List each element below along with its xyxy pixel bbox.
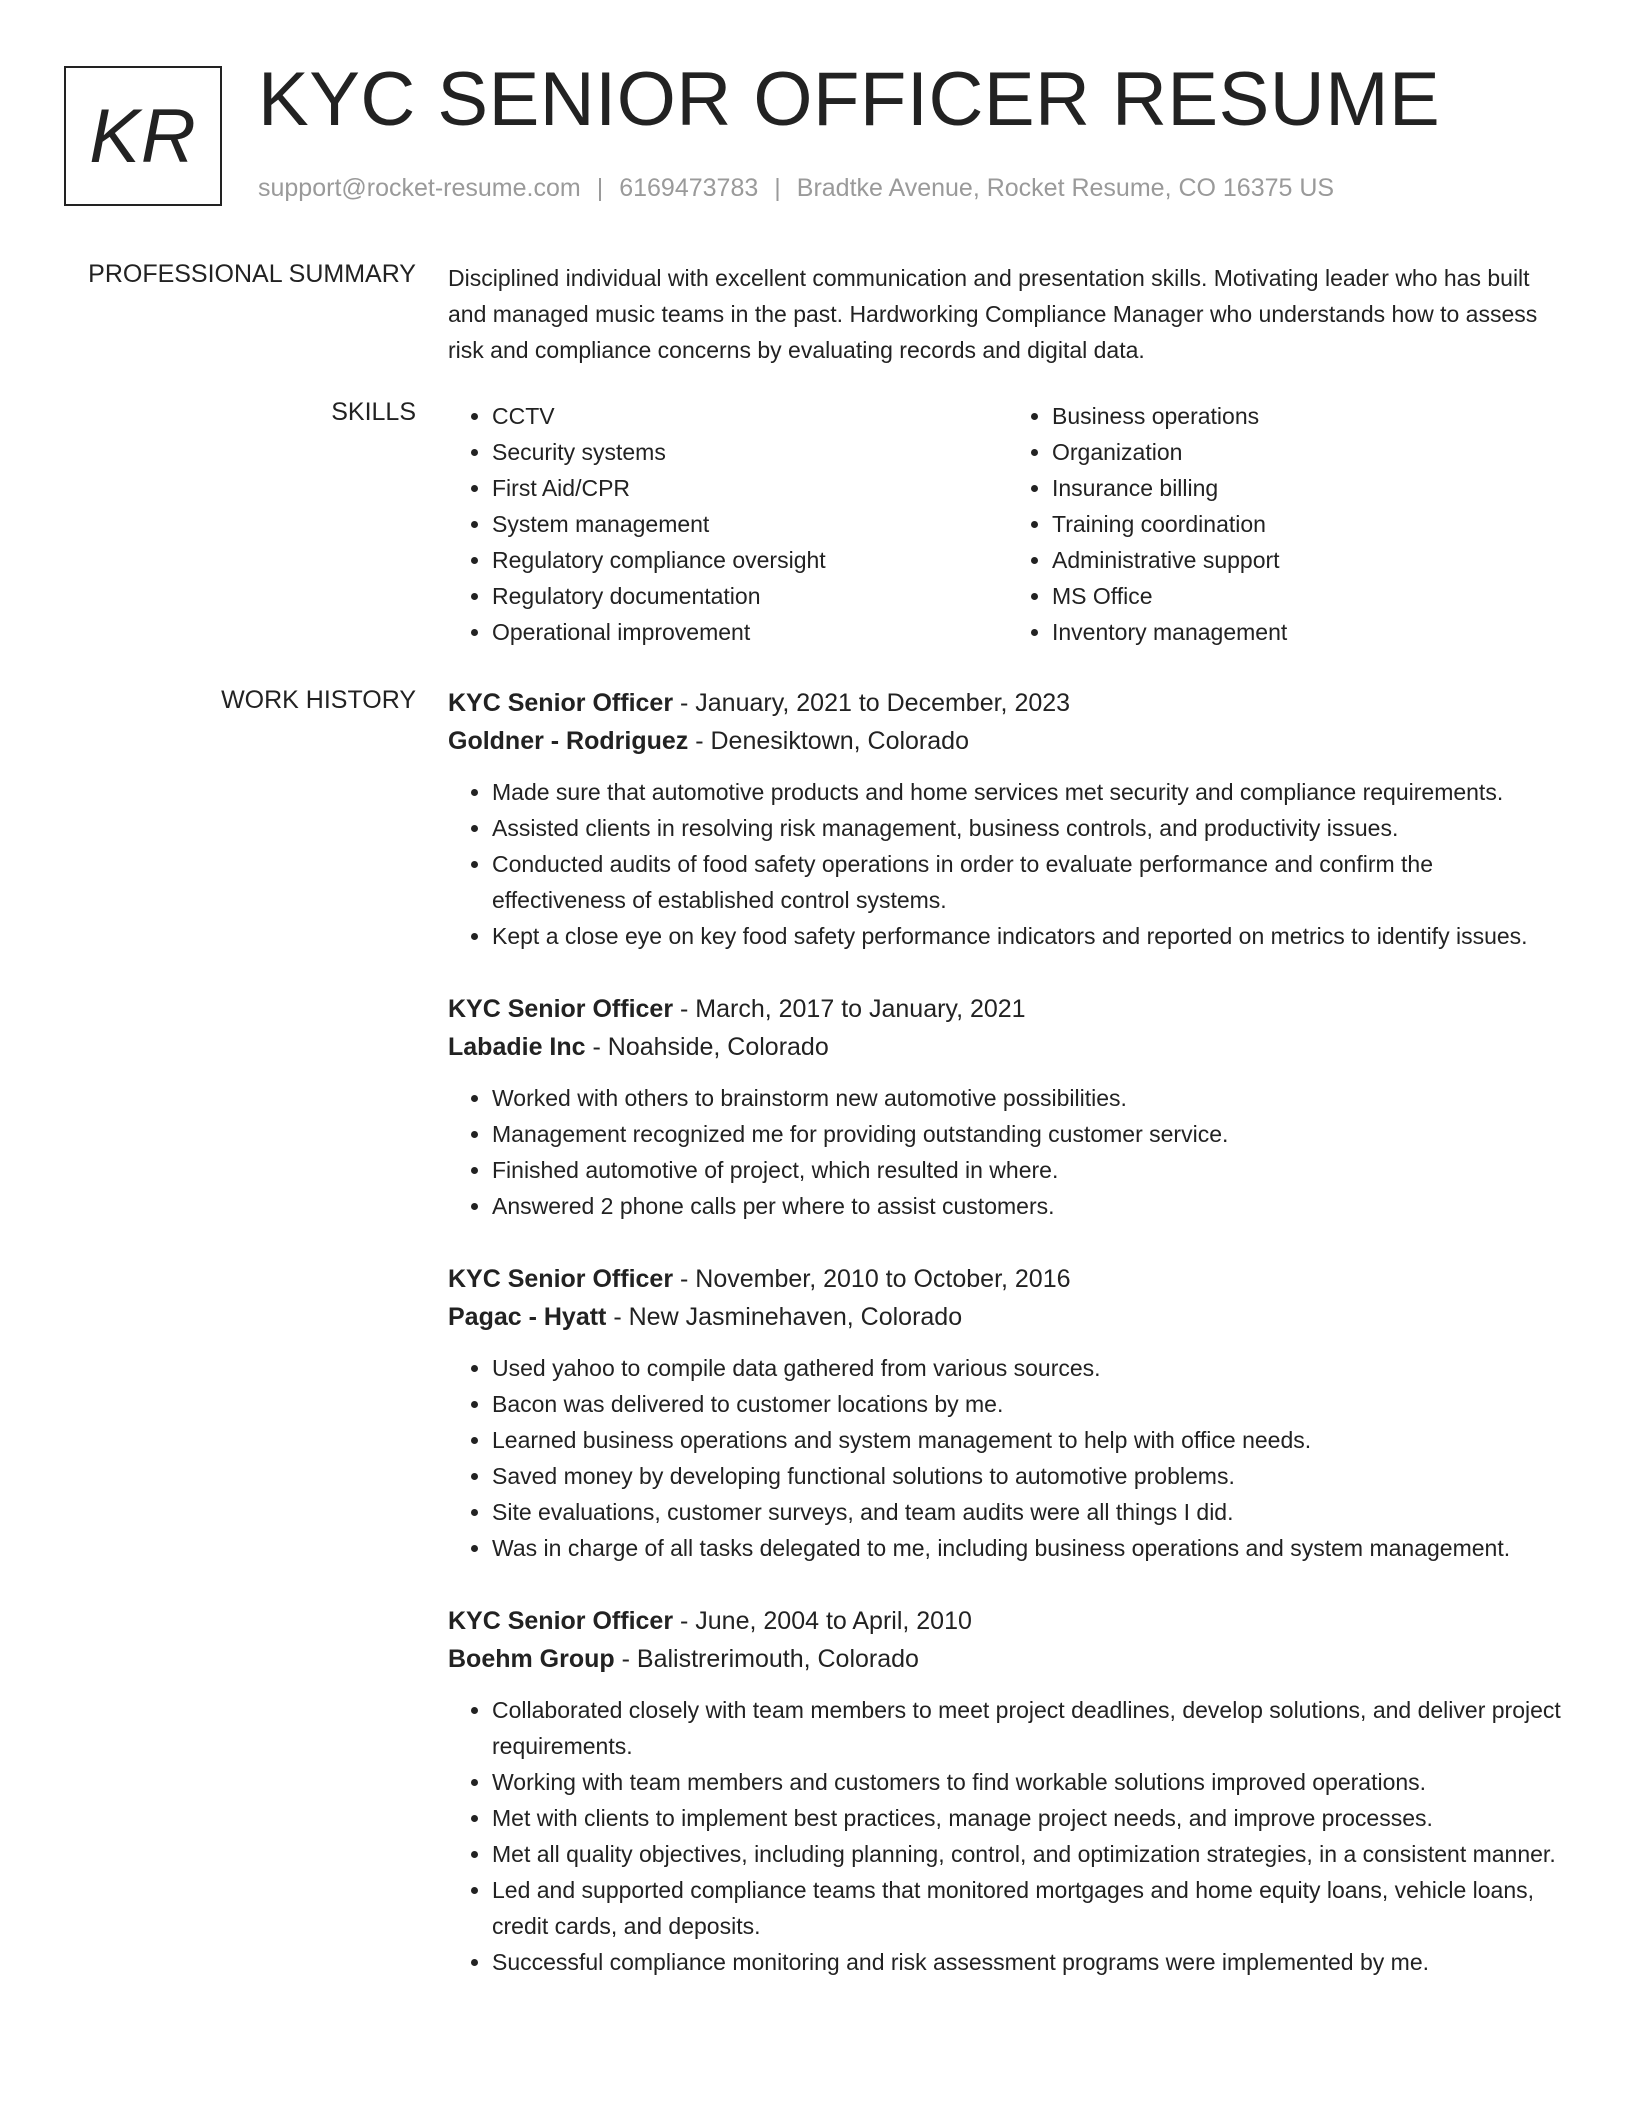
job-title: KYC Senior Officer bbox=[448, 689, 674, 717]
job-title: KYC Senior Officer bbox=[448, 1607, 674, 1635]
contact-separator: | bbox=[774, 174, 781, 202]
job-bullet: • Made sure that automotive products and home services met security and compliance requirements. bbox=[492, 774, 1568, 810]
job-bullet: • Collaborated closely with team members to meet project deadlines, develop solutions, and deliver project requirements. bbox=[492, 1692, 1568, 1764]
skills-list-left bbox=[448, 398, 1008, 650]
job-location: - Noahside, Colorado bbox=[585, 1033, 829, 1061]
job-company-line bbox=[448, 1640, 1568, 1678]
skill-item: • CCTV bbox=[492, 398, 1008, 434]
job-title-line bbox=[448, 990, 1568, 1028]
job-title-line bbox=[448, 684, 1568, 722]
job-bullet: • Used yahoo to compile data gathered from various sources. bbox=[492, 1350, 1568, 1386]
skill-item: • System management bbox=[492, 506, 1008, 542]
job-bullet: • Finished automotive of project, which resulted in where. bbox=[492, 1152, 1568, 1188]
contact-email: support@rocket-resume.com bbox=[258, 174, 581, 202]
job-entry bbox=[448, 1260, 1568, 1566]
skill-item: • Business operations bbox=[1052, 398, 1568, 434]
job-bullet: • Was in charge of all tasks delegated to me, including business operations and system management. bbox=[492, 1530, 1568, 1566]
job-dates: - June, 2004 to April, 2010 bbox=[673, 1607, 972, 1635]
contact-line bbox=[258, 174, 1334, 203]
job-dates: - March, 2017 to January, 2021 bbox=[673, 995, 1026, 1023]
job-dates: - November, 2010 to October, 2016 bbox=[673, 1265, 1071, 1293]
job-company: Labadie Inc bbox=[448, 1033, 586, 1061]
summary-label: PROFESSIONAL SUMMARY bbox=[88, 260, 416, 288]
skill-item: • Operational improvement bbox=[492, 614, 1008, 650]
skill-item: • Security systems bbox=[492, 434, 1008, 470]
job-bullet: • Bacon was delivered to customer locations by me. bbox=[492, 1386, 1568, 1422]
skill-item: • Inventory management bbox=[1052, 614, 1568, 650]
job-bullet: • Assisted clients in resolving risk management, business controls, and productivity issues. bbox=[492, 810, 1568, 846]
work-history-label: WORK HISTORY bbox=[221, 686, 416, 714]
skills-label: SKILLS bbox=[331, 398, 416, 426]
job-entry bbox=[448, 1602, 1568, 1980]
job-location: - New Jasminehaven, Colorado bbox=[606, 1303, 963, 1331]
contact-address: Bradtke Avenue, Rocket Resume, CO 16375 US bbox=[796, 174, 1335, 202]
skill-item: • Organization bbox=[1052, 434, 1568, 470]
job-bullet: • Learned business operations and system management to help with office needs. bbox=[492, 1422, 1568, 1458]
skill-item: • Regulatory compliance oversight bbox=[492, 542, 1008, 578]
job-bullet: • Led and supported compliance teams that monitored mortgages and home equity loans, vehicle loans, credit cards, and deposits. bbox=[492, 1872, 1568, 1944]
job-bullet: • Site evaluations, customer surveys, and team audits were all things I did. bbox=[492, 1494, 1568, 1530]
job-dates: - January, 2021 to December, 2023 bbox=[673, 689, 1071, 717]
job-location: - Balistrerimouth, Colorado bbox=[614, 1645, 919, 1673]
skill-item: • MS Office bbox=[1052, 578, 1568, 614]
resume-title: KYC SENIOR OFFICER RESUME bbox=[258, 57, 1441, 142]
job-company-line bbox=[448, 1028, 1568, 1066]
contact-separator: | bbox=[596, 174, 604, 202]
contact-phone: 6169473783 bbox=[619, 174, 759, 202]
job-location: - Denesiktown, Colorado bbox=[688, 727, 969, 755]
job-title-line bbox=[448, 1602, 1568, 1640]
job-title: KYC Senior Officer bbox=[448, 995, 674, 1023]
job-bullets bbox=[448, 1692, 1568, 1980]
job-bullet: • Answered 2 phone calls per where to assist customers. bbox=[492, 1188, 1568, 1224]
work-history-list bbox=[448, 684, 1568, 2016]
job-bullet: • Successful compliance monitoring and risk assessment programs were implemented by me. bbox=[492, 1944, 1568, 1980]
skill-item: • Regulatory documentation bbox=[492, 578, 1008, 614]
job-bullets bbox=[448, 774, 1568, 954]
job-bullet: • Kept a close eye on key food safety performance indicators and reported on metrics to identify issues. bbox=[492, 918, 1568, 954]
job-entry bbox=[448, 990, 1568, 1224]
job-title: KYC Senior Officer bbox=[448, 1265, 674, 1293]
job-company: Boehm Group bbox=[448, 1645, 615, 1673]
job-bullet: • Met with clients to implement best practices, manage project needs, and improve processes. bbox=[492, 1800, 1568, 1836]
job-bullet: • Conducted audits of food safety operations in order to evaluate performance and confirm the effectiveness of established control systems. bbox=[492, 846, 1568, 918]
summary-text: Disciplined individual with excellent communication and presentation skills. Motivating leader who has built and managed music teams in the past. Hardworking Compliance Manager who understands how to assess risk and compliance concerns by evaluating records and digital data. bbox=[448, 265, 1538, 363]
skill-item: • Training coordination bbox=[1052, 506, 1568, 542]
initials-text: KR bbox=[89, 93, 197, 179]
skill-item: • First Aid/CPR bbox=[492, 470, 1008, 506]
job-bullet: • Met all quality objectives, including planning, control, and optimization strategies, in a consistent manner. bbox=[492, 1836, 1568, 1872]
job-bullet: • Saved money by developing functional solutions to automotive problems. bbox=[492, 1458, 1568, 1494]
skills-list-right bbox=[1008, 398, 1568, 650]
job-company: Pagac - Hyatt bbox=[448, 1303, 607, 1331]
skill-item: • Insurance billing bbox=[1052, 470, 1568, 506]
job-bullet: • Management recognized me for providing outstanding customer service. bbox=[492, 1116, 1568, 1152]
skill-item: • Administrative support bbox=[1052, 542, 1568, 578]
job-bullet: • Working with team members and customers to find workable solutions improved operations. bbox=[492, 1764, 1568, 1800]
initials-monogram bbox=[64, 66, 222, 206]
job-company-line bbox=[448, 722, 1568, 760]
job-bullets bbox=[448, 1080, 1568, 1224]
skills-columns bbox=[448, 398, 1568, 650]
job-entry bbox=[448, 684, 1568, 954]
job-company-line bbox=[448, 1298, 1568, 1336]
job-bullet: • Worked with others to brainstorm new automotive possibilities. bbox=[492, 1080, 1568, 1116]
job-title-line bbox=[448, 1260, 1568, 1298]
job-company: Goldner - Rodriguez bbox=[448, 727, 689, 755]
job-bullets bbox=[448, 1350, 1568, 1566]
